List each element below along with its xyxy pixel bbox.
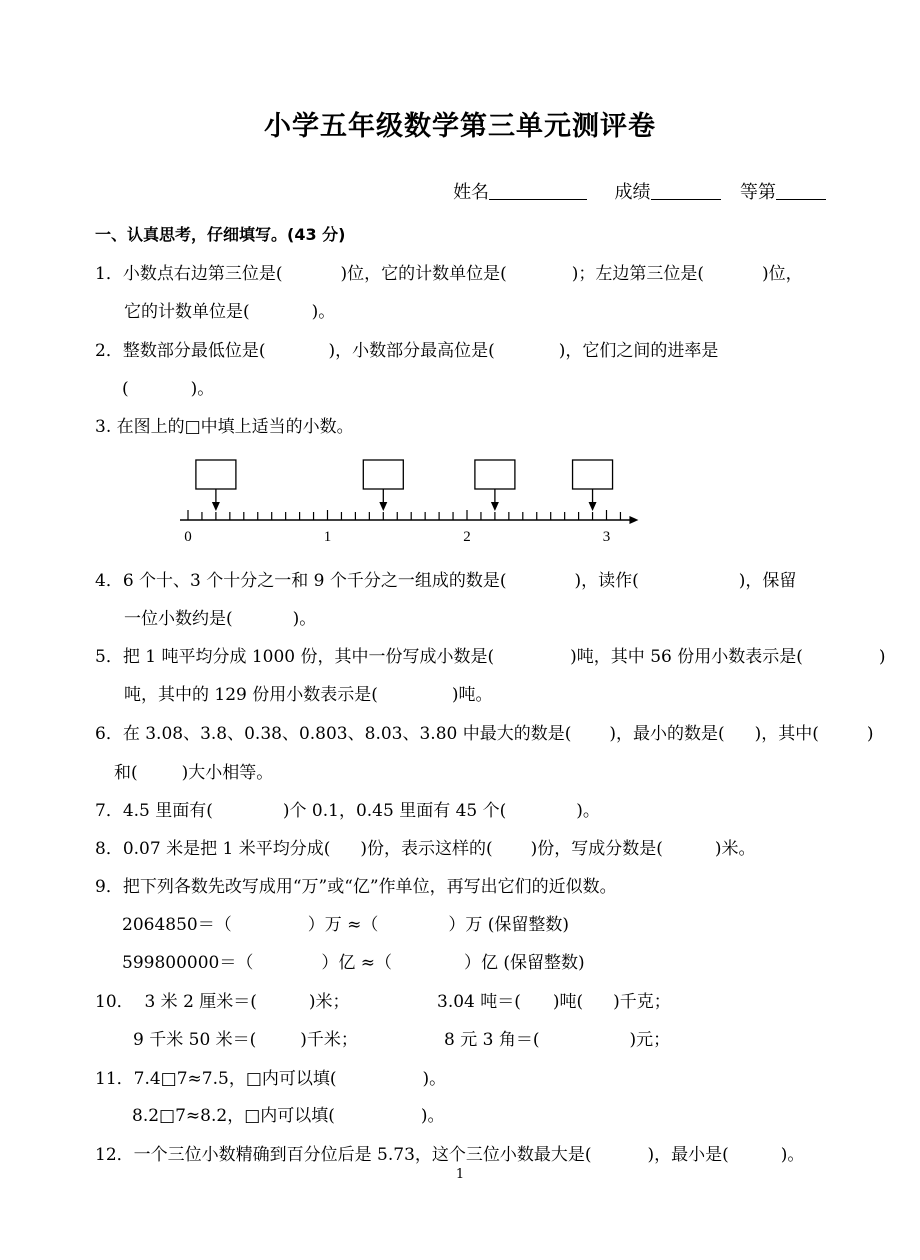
name-blank[interactable] [489,181,587,200]
student-info [453,178,826,204]
question-2-line-2: ( )。 [122,379,215,399]
question-3: 3. 在图上的□中填上适当的小数。 [95,417,354,437]
question-1-line-2: 它的计数单位是( )。 [124,302,336,322]
page-title: 小学五年级数学第三单元测评卷 [264,111,656,142]
name-label: 姓名 [453,182,490,203]
question-11-line-2: 8.2□7≈8.2，□内可以填( )。 [132,1106,445,1126]
answer-box-3 [475,460,515,489]
question-8: 8．0.07 米是把 1 米平均分成( )份，表示这样的( )份，写成分数是( )米。 [95,839,756,859]
axis-arrow [629,516,638,524]
question-5-line-2: 吨，其中的 129 份用小数表示是( )吨。 [124,685,493,705]
answer-box-4 [573,460,613,489]
answer-box-1 [196,460,236,489]
tick-label-2: 2 [463,529,471,545]
question-11-line-1: 11．7.4□7≈7.5，□内可以填( )。 [95,1069,447,1089]
pointer-arrow-3 [491,502,499,511]
question-10-line-2: 9 千米 50 米＝( )千米； [133,1030,358,1050]
question-7: 7．4.5 里面有( )个 0.1，0.45 里面有 45 个( )。 [95,801,600,821]
question-9-row-2: 599800000＝（ ）亿 ≈（ ）亿 (保留整数) [122,953,585,973]
question-9-row-1: 2064850＝（ ）万 ≈（ ）万 (保留整数) [122,915,570,935]
question-2-line-1: 2．整数部分最低位是( )，小数部分最高位是( )，它们之间的进率是 [95,341,719,361]
grade-blank[interactable] [776,181,826,200]
score-blank[interactable] [651,181,721,200]
question-10-line-2b: 8 元 3 角＝( )元； [444,1030,671,1050]
number-line-figure [0,450,920,550]
section-heading: 一、认真思考，仔细填写。(43 分) [95,225,346,244]
question-4-line-2: 一位小数约是( )。 [124,609,317,629]
question-6-line-2: 和( )大小相等。 [114,763,274,783]
question-10-line-1b: 3.04 吨＝( )吨( )千克； [437,992,671,1012]
question-10-line-1: 10． 3 米 2 厘米＝( )米； [95,992,350,1012]
question-12: 12．一个三位小数精确到百分位后是 5.73，这个三位小数最大是( )，最小是( )。 [95,1145,805,1165]
tick-label-0: 0 [184,529,192,545]
tick-label-3: 3 [602,529,611,545]
pointer-arrow-2 [379,502,387,511]
question-5-line-1: 5．把 1 吨平均分成 1000 份，其中一份写成小数是( )吨，其中 56 份用小数表示是( ) [95,647,886,667]
question-6-line-1: 6．在 3.08、3.8、0.38、0.803、8.03、3.80 中最大的数是( )，最小的数是( )，其中( ) [95,724,874,744]
question-1-line-1: 1．小数点右边第三位是( )位，它的计数单位是( )；左边第三位是( )位， [95,264,803,284]
pointer-arrow-1 [212,502,220,511]
grade-label: 等第 [740,182,776,203]
question-9: 9．把下列各数先改写成用“万”或“亿”作单位，再写出它们的近似数。 [95,877,617,897]
question-4-line-1: 4．6 个十、3 个十分之一和 9 个千分之一组成的数是( )，读作( )，保留 [95,571,797,591]
score-label: 成绩 [614,182,651,203]
tick-label-1: 1 [323,529,332,545]
answer-box-2 [363,460,403,489]
page-number: 1 [455,1167,465,1182]
pointer-arrow-4 [589,502,597,511]
